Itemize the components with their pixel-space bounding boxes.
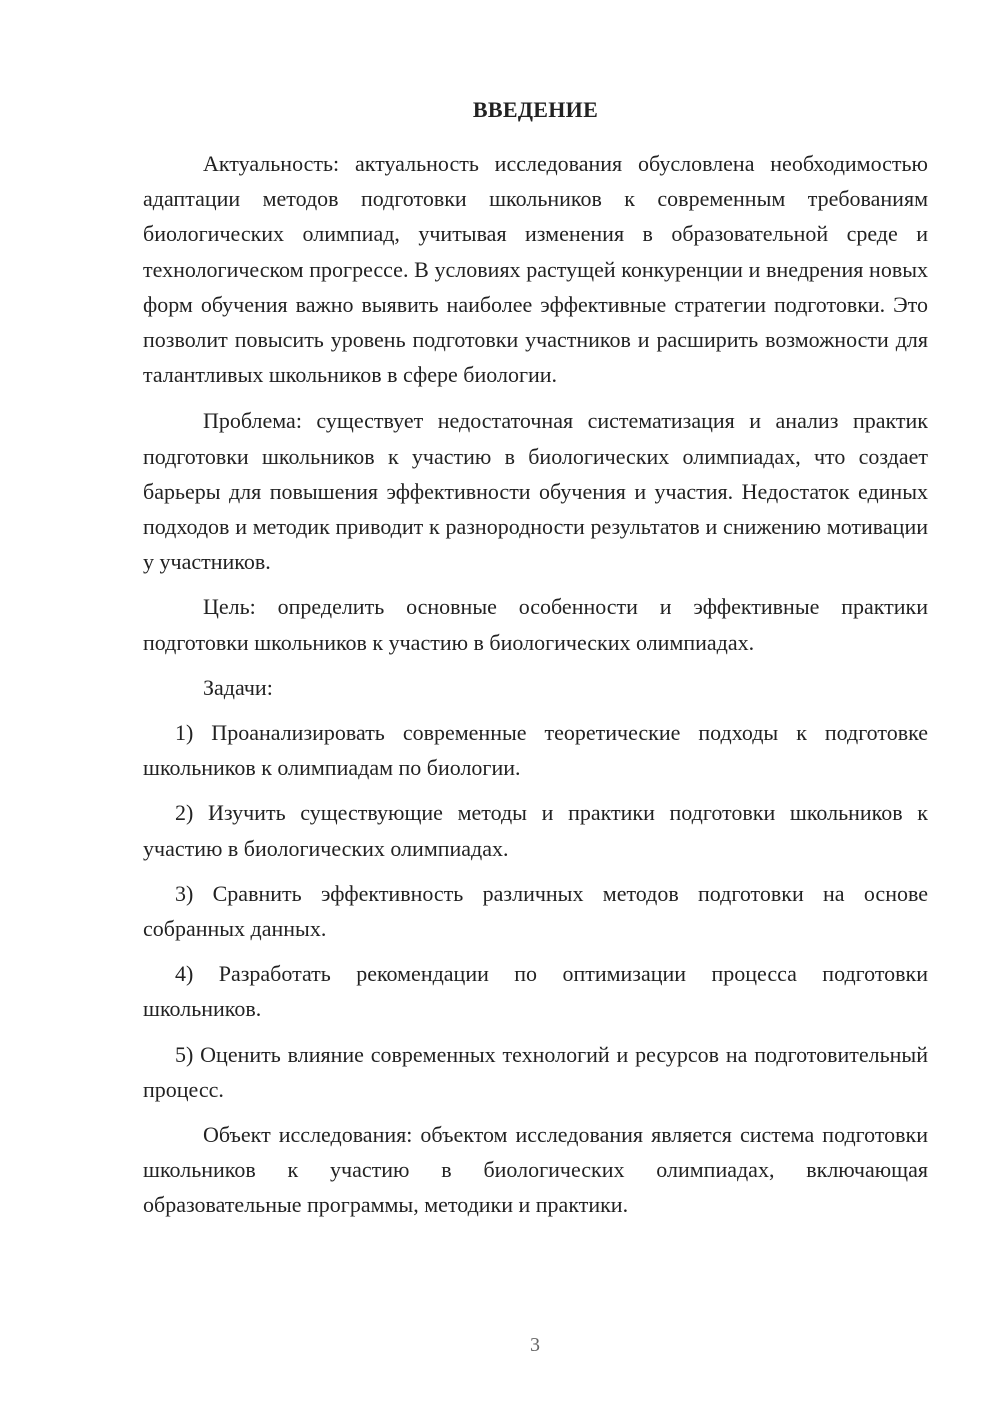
- task-item-4: 4) Разработать рекомендации по оптимизации процесса подготовки школьников.: [143, 961, 928, 1022]
- relevance-paragraph: Актуальность: актуальность исследования обусловлена необходимостью адаптации методов подготовки школьников к современным требованиям биологических олимпиад, учитывая изменения в образовательной среде и технологическом прогрессе. В условиях растущей конкуренции и внедрения новых форм обучения важно выявить наиболее эффективные стратегии подготовки. Это позволит повысить уровень подготовки участников и расширить возможности для талантливых школьников в сфере биологии.: [143, 151, 928, 388]
- task-item-3: 3) Сравнить эффективность различных методов подготовки на основе собранных данных.: [143, 880, 928, 942]
- task-item-2: 2) Изучить существующие методы и практики подготовки школьников к участию в биологических олимпиадах.: [143, 800, 928, 861]
- problem-paragraph: Проблема: существует недостаточная систематизация и анализ практик подготовки школьников к участию в биологических олимпиадах, что создает барьеры для повышения эффективности обучения и участия. Недостаток единых подходов и методик приводит к разнородности результатов и снижению мотивации у участников.: [143, 408, 928, 575]
- goal-paragraph: Цель: определить основные особенности и эффективные практики подготовки школьников к участию в биологических олимпиадах.: [143, 594, 928, 655]
- page-number: 3: [530, 1334, 540, 1356]
- document-page: [143, 92, 928, 1223]
- tasks-heading: Задачи:: [203, 674, 273, 700]
- task-item-1: 1) Проанализировать современные теоретические подходы к подготовке школьников к олимпиадам по биологии.: [143, 720, 928, 781]
- section-title: ВВЕДЕНИЕ: [472, 97, 599, 122]
- task-item-5: 5) Оценить влияние современных технологий и ресурсов на подготовительный процесс.: [143, 1041, 928, 1102]
- object-paragraph: Объект исследования: объектом исследования является система подготовки школьников к участию в биологических олимпиадах, включающая образовательные программы, методики и практики.: [143, 1122, 928, 1218]
